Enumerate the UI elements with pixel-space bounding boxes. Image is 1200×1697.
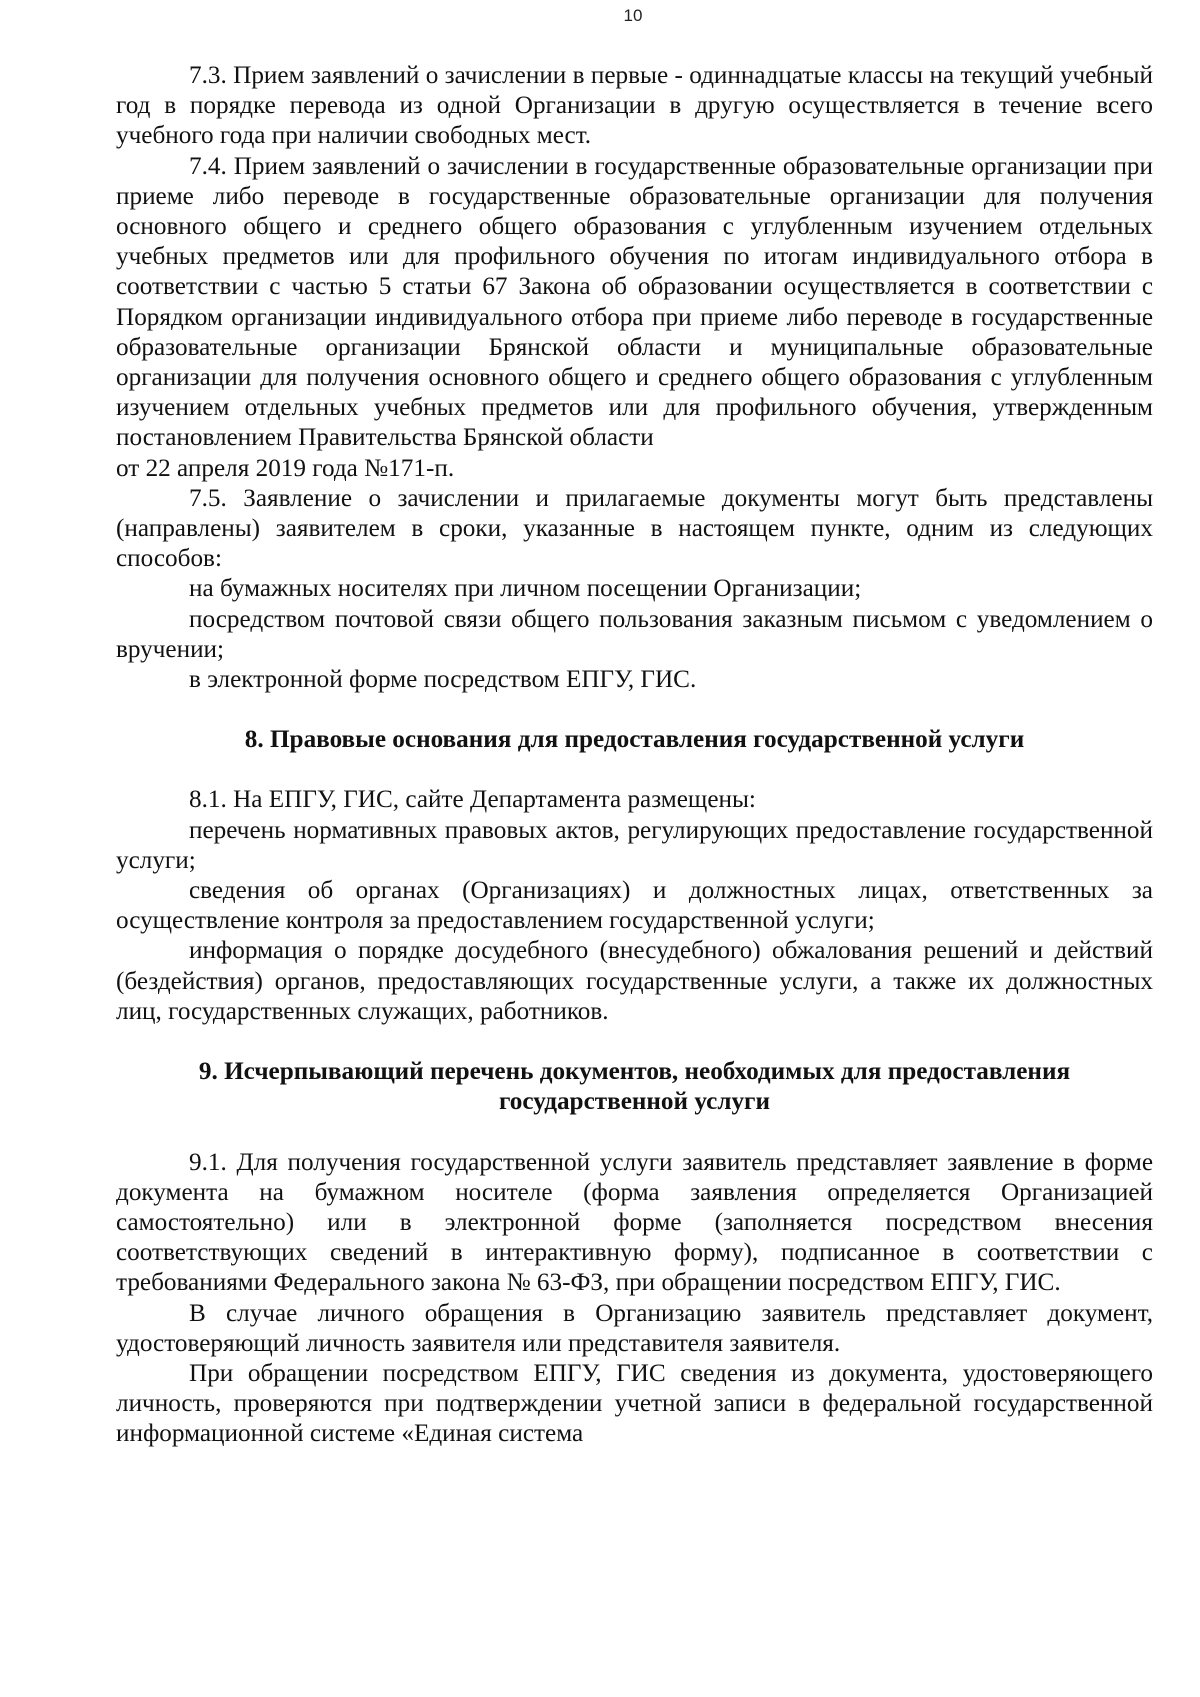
paragraph-7-3: 7.3. Прием заявлений о зачислении в первые - одиннадцатые классы на текущий учебный год в порядке перевода из одной Организации в другую осуществляется в течение всего учебного года при наличии свободных мест. <box>116 62 1153 150</box>
paragraph-7-5-item-post: посредством почтовой связи общего пользования заказным письмом с уведомлением о вручении; <box>116 605 1153 663</box>
paragraph-9-1: 9.1. Для получения государственной услуги заявитель представляет заявление в форме документа на бумажном носителе (форма заявления определяется Организацией самостоятельно) или в электронной форме (заполняется посредством внесения соответствующих сведений в интерактивную форму), подписанное в соответствии с требованиями Федерального закона № 63-ФЗ, при обращении посредством ЕПГУ, ГИС. <box>116 1148 1153 1297</box>
paragraph-8-1-item-appeal: информация о порядке досудебного (внесудебного) обжалования решений и действий (бездействия) органов, предоставляющих государственные услуги, а также их должностных лиц, государственных служащих, работников. <box>116 937 1153 1025</box>
paragraph-7-4-end: от 22 апреля 2019 года №171-п. <box>116 454 455 482</box>
paragraph-9-epgu: При обращении посредством ЕПГУ, ГИС сведения из документа, удостоверяющего личность, проверяются при подтверждении учетной записи в федеральной государственной информационной системе «Единая система <box>116 1359 1153 1448</box>
paragraph-8-1-item-bodies: сведения об органах (Организациях) и должностных лицах, ответственных за осуществление контроля за предоставлением государственной услуги; <box>116 877 1153 935</box>
paragraph-8-1: 8.1. На ЕПГУ, ГИС, сайте Департамента размещены: <box>189 786 756 814</box>
section-8-heading: 8. Правовые основания для предоставления государственной услуги <box>244 726 1025 754</box>
paragraph-7-5: 7.5. Заявление о зачислении и прилагаемые документы могут быть представлены (направлены) заявителем в сроки, указанные в настоящем пункте, одним из следующих способов: <box>116 484 1153 573</box>
section-9-heading: 9. Исчерпывающий перечень документов, необходимых для предоставления государственной услуги <box>198 1058 1071 1116</box>
paragraph-7-5-item-paper: на бумажных носителях при личном посещении Организации; <box>189 575 862 603</box>
paragraph-7-5-item-electronic: в электронной форме посредством ЕПГУ, ГИС. <box>189 666 697 694</box>
page-number: 10 <box>623 6 643 25</box>
paragraph-9-personal: В случае личного обращения в Организацию заявитель представляет документ, удостоверяющий личность заявителя или представителя заявителя. <box>116 1299 1153 1357</box>
paragraph-8-1-item-acts: перечень нормативных правовых актов, регулирующих предоставление государственной услуги; <box>116 816 1153 874</box>
document-body <box>116 61 1153 1450</box>
paragraph-7-4: 7.4. Прием заявлений о зачислении в государственные образовательные организации при приеме либо переводе в государственные образовательные организации для получения основного общего и среднего общего образования с углубленным изучением отдельных учебных предметов или для профильного обучения по итогам индивидуального отбора в соответствии с частью 5 статьи 67 Закона об образовании осуществляется в соответствии с Порядком организации индивидуального отбора при приеме либо переводе в государственные образовательные организации Брянской области и муниципальные образовательные организации для получения основного общего и среднего общего образования с углубленным изучением отдельных учебных предметов или для профильного обучения, утвержденным постановлением Правительства Брянской области <box>116 152 1153 452</box>
